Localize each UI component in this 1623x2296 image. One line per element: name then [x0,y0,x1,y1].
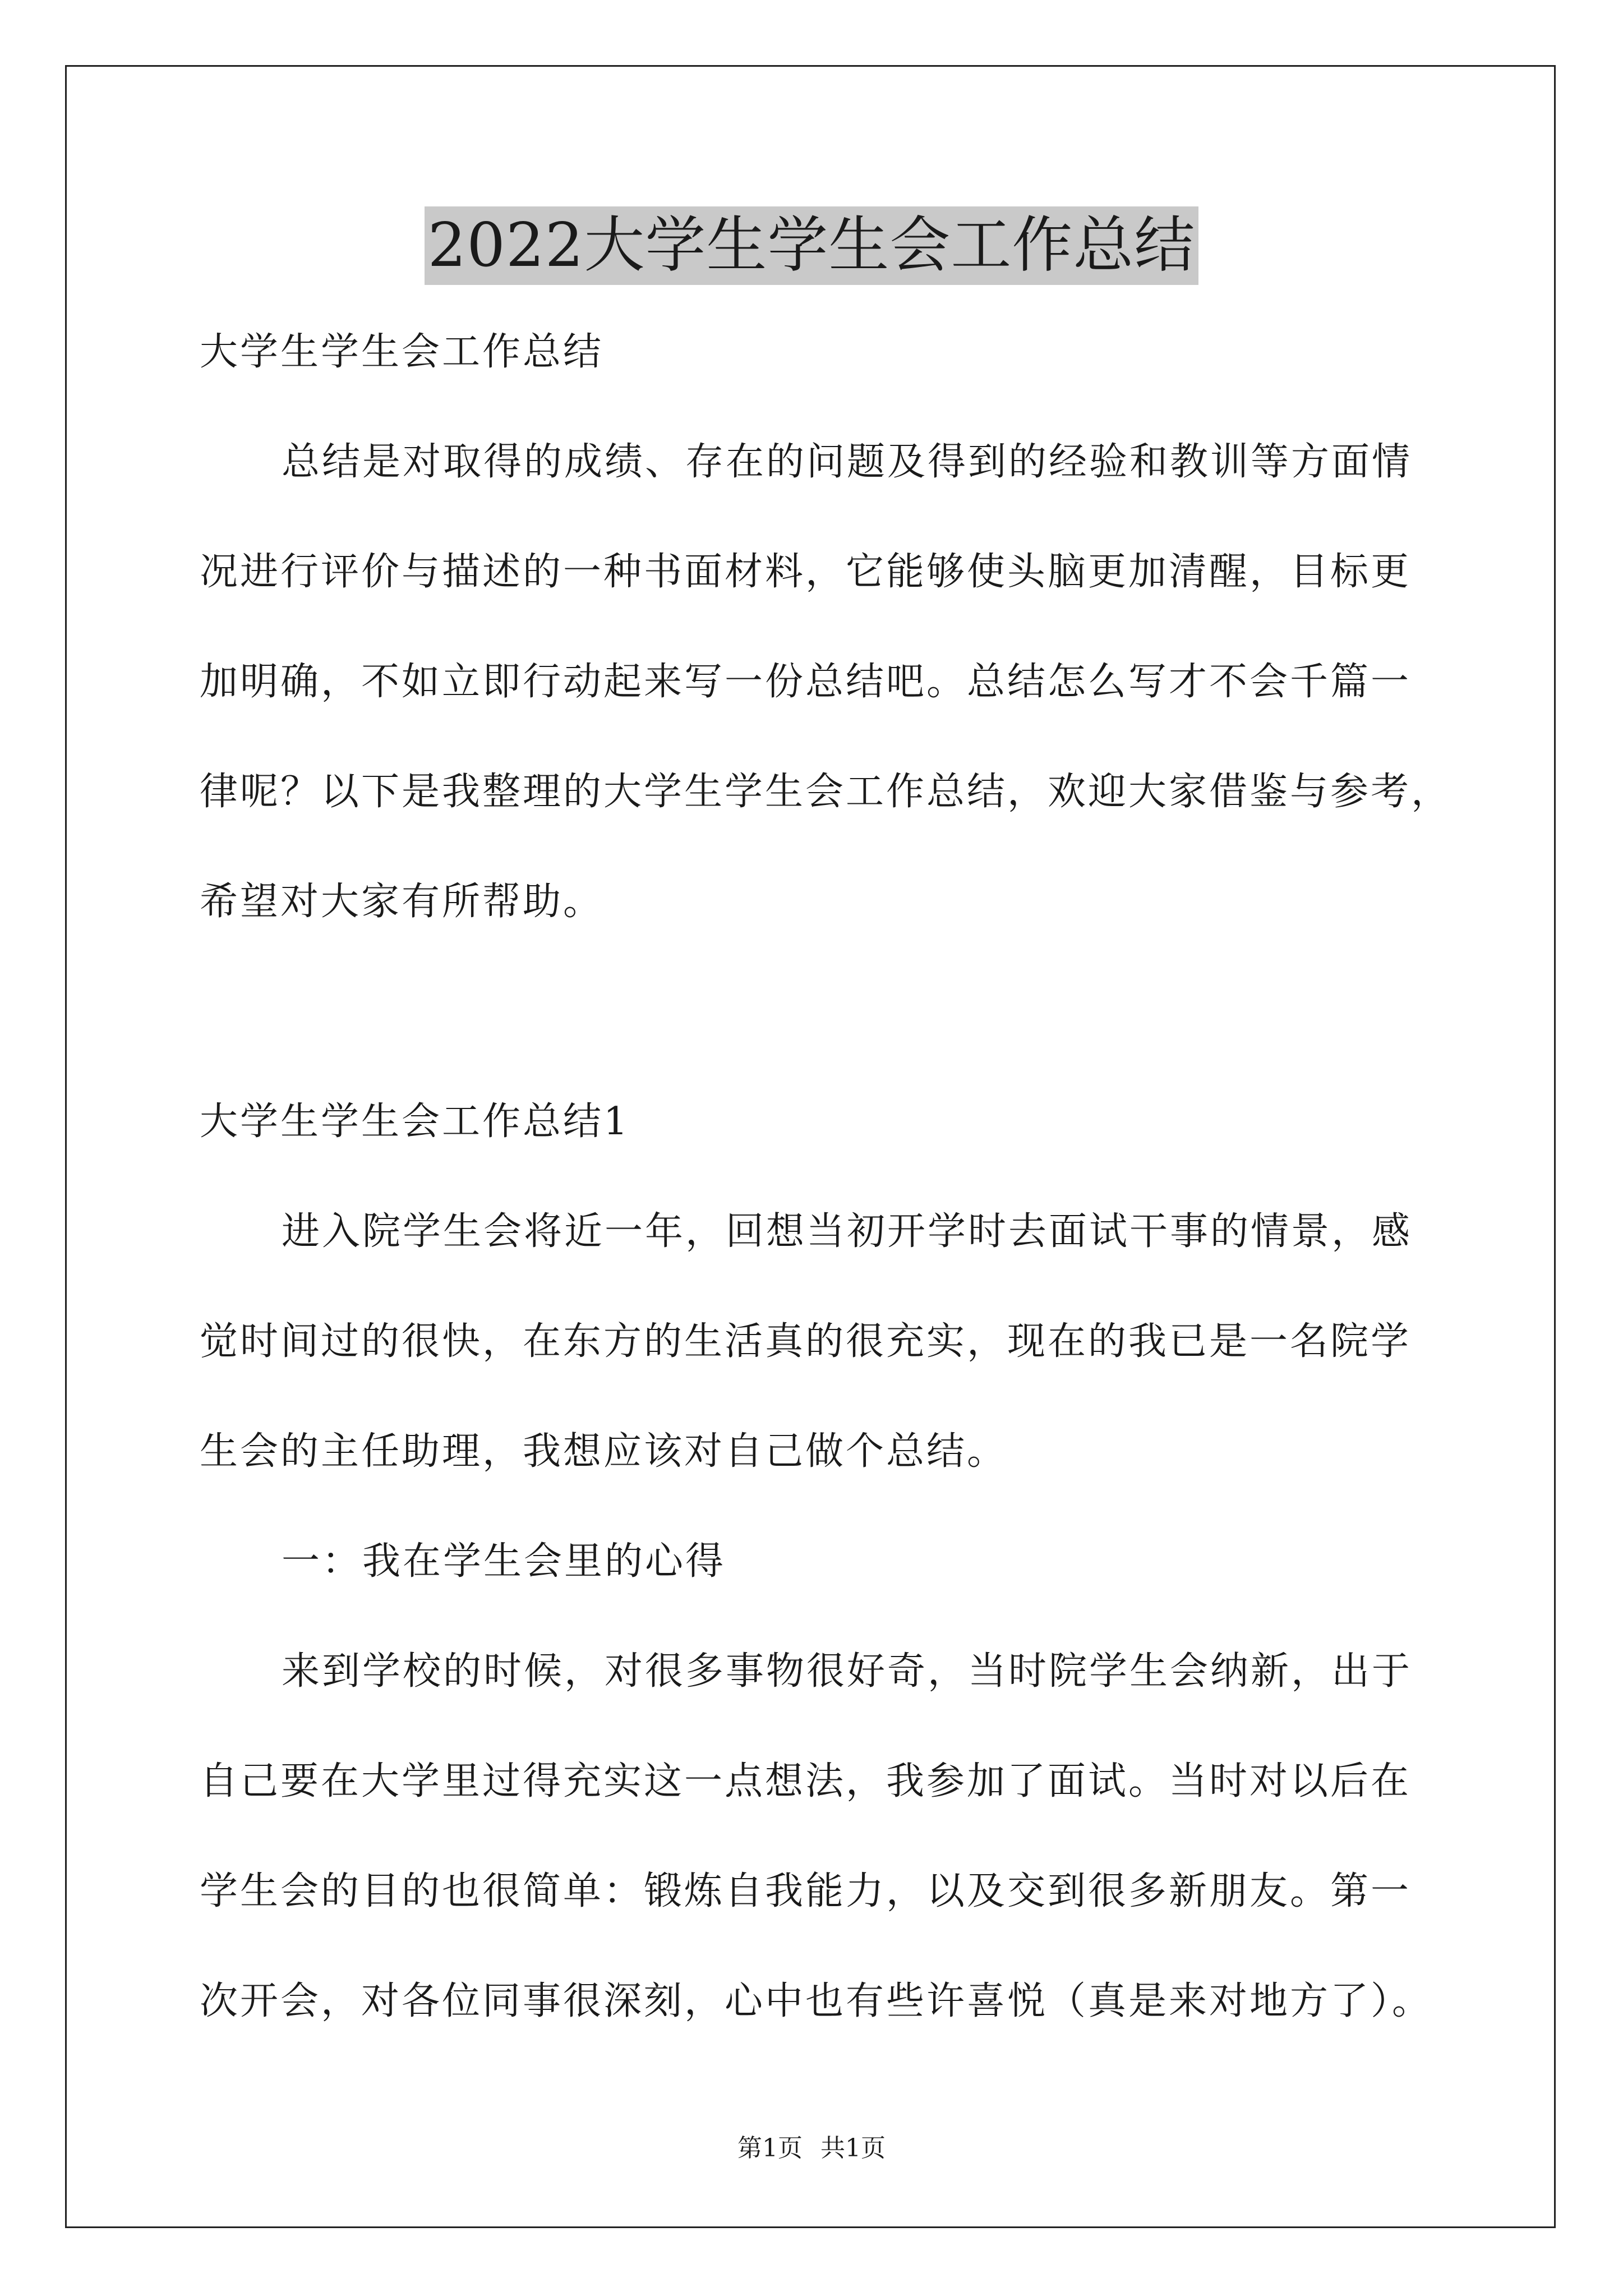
section-heading: 大学生学生会工作总结1 [200,1099,630,1144]
body-line: 自己要在大学里过得充实这一点想法，我参加了面试。当时对以后在 [200,1759,1412,1803]
intro-line: 希望对大家有所帮助。 [200,880,604,924]
page-number-current: 第1页 [737,2134,803,2162]
subtitle: 大学生学生会工作总结 [200,330,604,374]
document-body [200,325,1461,2028]
body-line: 来到学校的时候，对很多事物很好奇，当时院学生会纳新，出于 [282,1649,1413,1694]
page-number-total: 共1页 [820,2134,886,2162]
sub-heading: 一：我在学生会里的心得 [282,1539,726,1584]
intro-line: 总结是对取得的成绩、存在的问题及得到的经验和教训等方面情 [282,440,1413,484]
section-line: 进入院学生会将近一年，回想当初开学时去面试干事的情景，感 [282,1209,1413,1254]
body-line: 学生会的目的也很简单：锻炼自我能力，以及交到很多新朋友。第一 [200,1869,1412,1913]
page-footer [0,2132,1623,2165]
intro-line: 加明确，不如立即行动起来写一份总结吧。总结怎么写才不会千篇一 [200,660,1412,704]
intro-line: 律呢？以下是我整理的大学生学生会工作总结，欢迎大家借鉴与参考， [200,770,1452,814]
body-line: 次开会，对各位同事很深刻，心中也有些许喜悦（真是来对地方了）。 [200,1979,1433,2023]
section-line: 生会的主任助理，我想应该对自己做个总结。 [200,1429,1008,1474]
title-container [0,206,1623,285]
section-line: 觉时间过的很快，在东方的生活真的很充实，现在的我已是一名院学 [200,1319,1412,1364]
document-title: 2022大学生学生会工作总结 [425,206,1199,285]
intro-line: 况进行评价与描述的一种书面材料，它能够使头脑更加清醒，目标更 [200,550,1412,594]
